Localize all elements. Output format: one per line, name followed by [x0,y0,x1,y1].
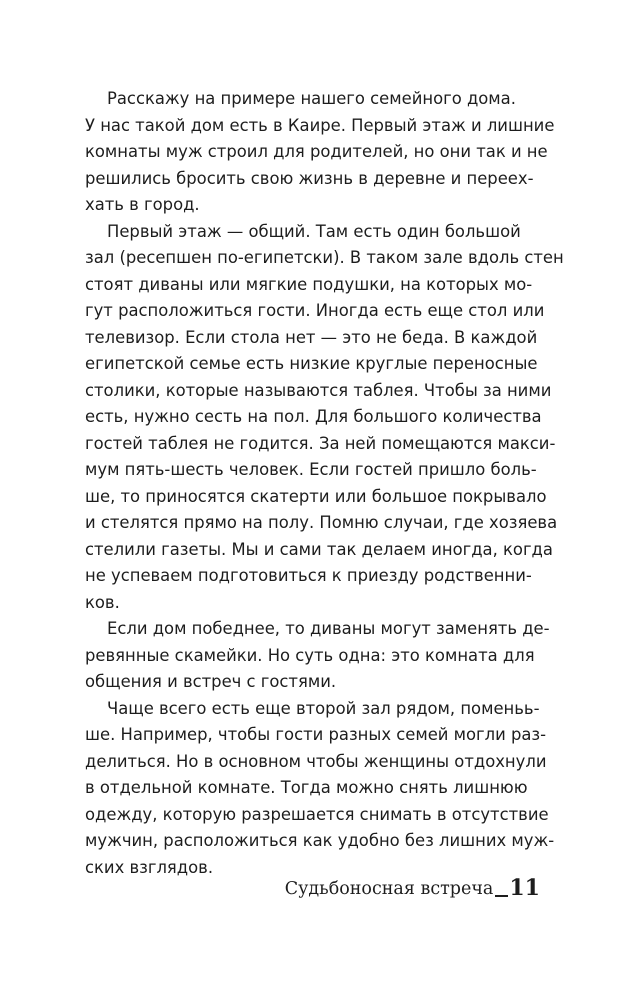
text-line: не успеваем подготовиться к приезду родственни- [85,566,532,585]
text-line: Расскажу на примере нашего семейного дома. [107,89,516,108]
running-title: Судьбоносная встреча [284,879,494,899]
text-line: Чаще всего есть еще второй зал рядом, поменьь- [107,698,540,718]
text-line: стоят диваны или мягкие подушки, на которых мо- [85,274,533,294]
text-line: хать в город. [85,195,200,214]
text-line: Если дом победнее, то диваны могут заменять де- [107,619,550,638]
text-line: мум пять-шесть человек. Если гостей пришло боль- [85,460,537,479]
text-line: комнаты муж строил для родителей, но они так и не [85,142,548,161]
text-line: ских взглядов. [85,857,214,877]
text-line: египетской семье есть низкие круглые переносные [85,354,538,373]
text-line: У нас такой дом есть в Каире. Первый этаж и лишние [85,115,555,135]
text-line: стелили газеты. Мы и сами так делаем иногда, когда [85,539,553,559]
text-line: ков. [85,592,120,612]
text-line: ше. Например, чтобы гости разных семей могли раз- [85,725,547,744]
text-line: в отдельной комнате. Тогда можно снять лишнюю [85,778,528,797]
text-line: телевизор. Если стола нет — это не беда. В каждой [85,327,538,347]
body-text [85,86,564,881]
text-line: одежду, которую разрешается снимать в отсутствие [85,804,549,824]
text-line: зал (ресепшен по-египетски). В таком зале вдоль стен [85,248,564,267]
text-line: ше, то приносятся скатерти или большое покрывало [85,486,547,506]
text-line: общения и встреч с гостями. [85,672,337,691]
page-number: 11 [509,875,540,901]
text-line: мужчин, расположиться как удобно без лишних муж- [85,831,555,850]
text-line: и стелятся прямо на полу. Помню случаи, где хозяева [85,513,558,532]
text-line: гут расположиться гости. Иногда есть еще стол или [85,301,545,320]
text-line: гостей таблея не годится. За ней помещаются макси- [85,433,556,453]
text-line: ревянные скамейки. Но суть одна: это комната для [85,645,535,665]
page-footer [285,876,540,900]
text-line: есть, нужно сесть на пол. Для большого количества [85,407,542,426]
footer-rule [495,895,508,897]
text-line: Первый этаж — общий. Там есть один большой [107,221,521,241]
text-line: делиться. Но в основном чтобы женщины отдохнули [85,751,547,771]
text-line: столики, которые называются таблея. Чтобы за ними [85,380,552,400]
text-line: решились бросить свою жизнь в деревне и переех- [85,168,534,188]
